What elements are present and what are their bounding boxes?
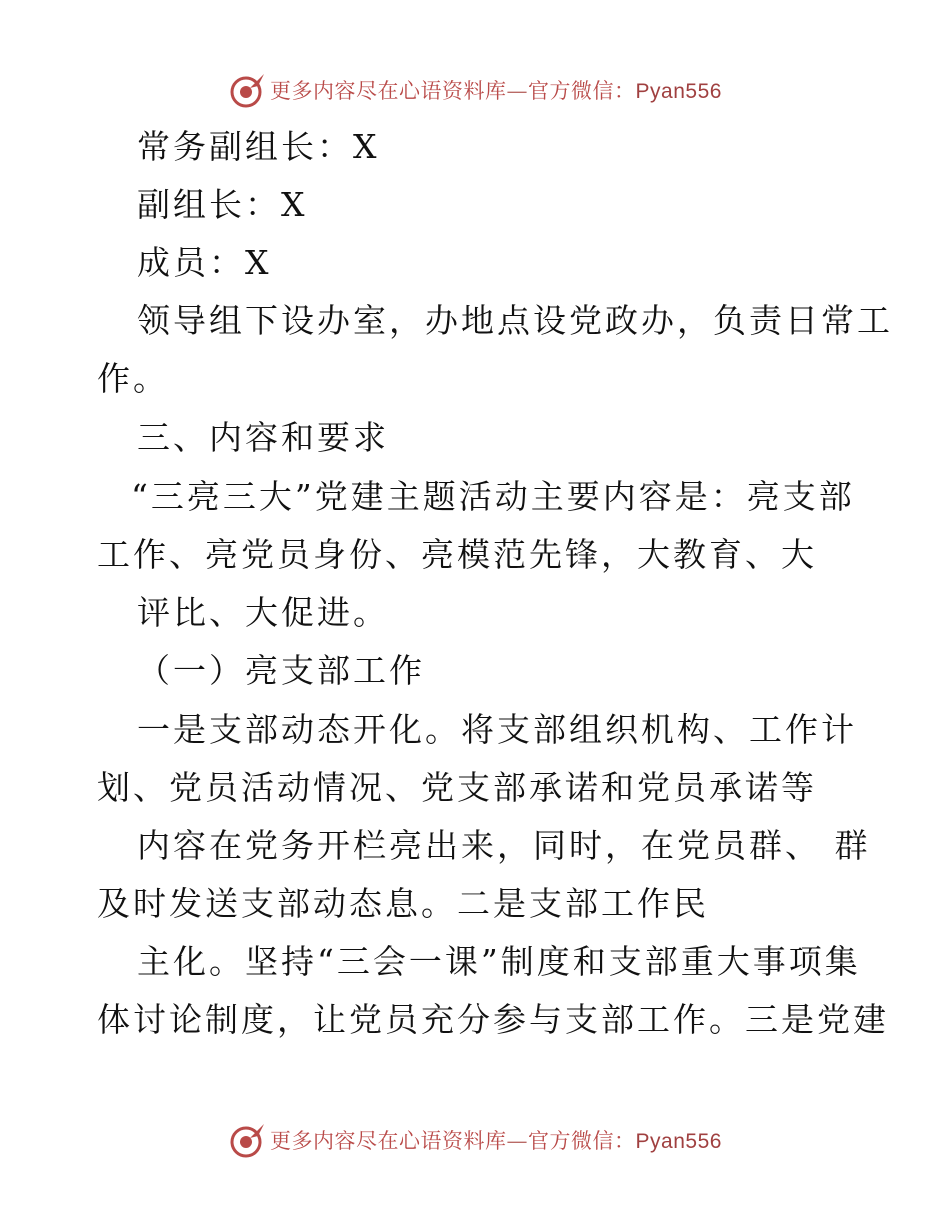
text-line: 工作、亮党员身份、亮模范先锋，大教育、大 <box>97 535 817 574</box>
watermark-wechat-label: 官方微信： <box>528 79 636 103</box>
header-watermark <box>0 70 950 110</box>
watermark-wechat-id: Pyan556 <box>635 1130 722 1153</box>
text-line: 常务副组长：X <box>137 127 380 166</box>
quill-logo-icon <box>228 70 268 110</box>
text-line: 划、党员活动情况、党支部承诺和党员承诺等 <box>97 768 817 807</box>
text-line: “三亮三大”党建主题活动主要内容是：亮支部 <box>131 477 855 516</box>
text-line: 评比、大促进。 <box>137 593 389 632</box>
text-line: 体讨论制度，让党员充分参与支部工作。三是党建 <box>97 1000 889 1039</box>
watermark-site-text: 更多内容尽在心语资料库 <box>270 1129 507 1153</box>
watermark-dash: — <box>506 1129 529 1153</box>
subsection-heading: （一）亮支部工作 <box>137 651 425 690</box>
footer-watermark <box>0 1120 950 1160</box>
text-line: 及时发送支部动态息。二是支部工作民 <box>97 884 709 923</box>
text-line: 副组长：X <box>137 185 308 224</box>
watermark-dash: — <box>506 79 529 103</box>
section-heading: 三、内容和要求 <box>137 418 389 457</box>
text-line: 作。 <box>97 359 169 398</box>
watermark-wechat-id: Pyan556 <box>635 80 722 103</box>
text-line: 内容在党务开栏亮出来，同时，在党员群、 群 <box>137 826 871 865</box>
text-line: 主化。坚持“三会一课”制度和支部重大事项集 <box>137 942 861 981</box>
text-line: 成员：X <box>137 243 272 282</box>
watermark-wechat-label: 官方微信： <box>528 1129 636 1153</box>
watermark-site-text: 更多内容尽在心语资料库 <box>270 79 507 103</box>
text-line: 一是支部动态开化。将支部组织机构、工作计 <box>137 710 857 749</box>
quill-logo-icon <box>228 1120 268 1160</box>
text-line: 领导组下设办室，办地点设党政办，负责日常工 <box>137 301 893 340</box>
